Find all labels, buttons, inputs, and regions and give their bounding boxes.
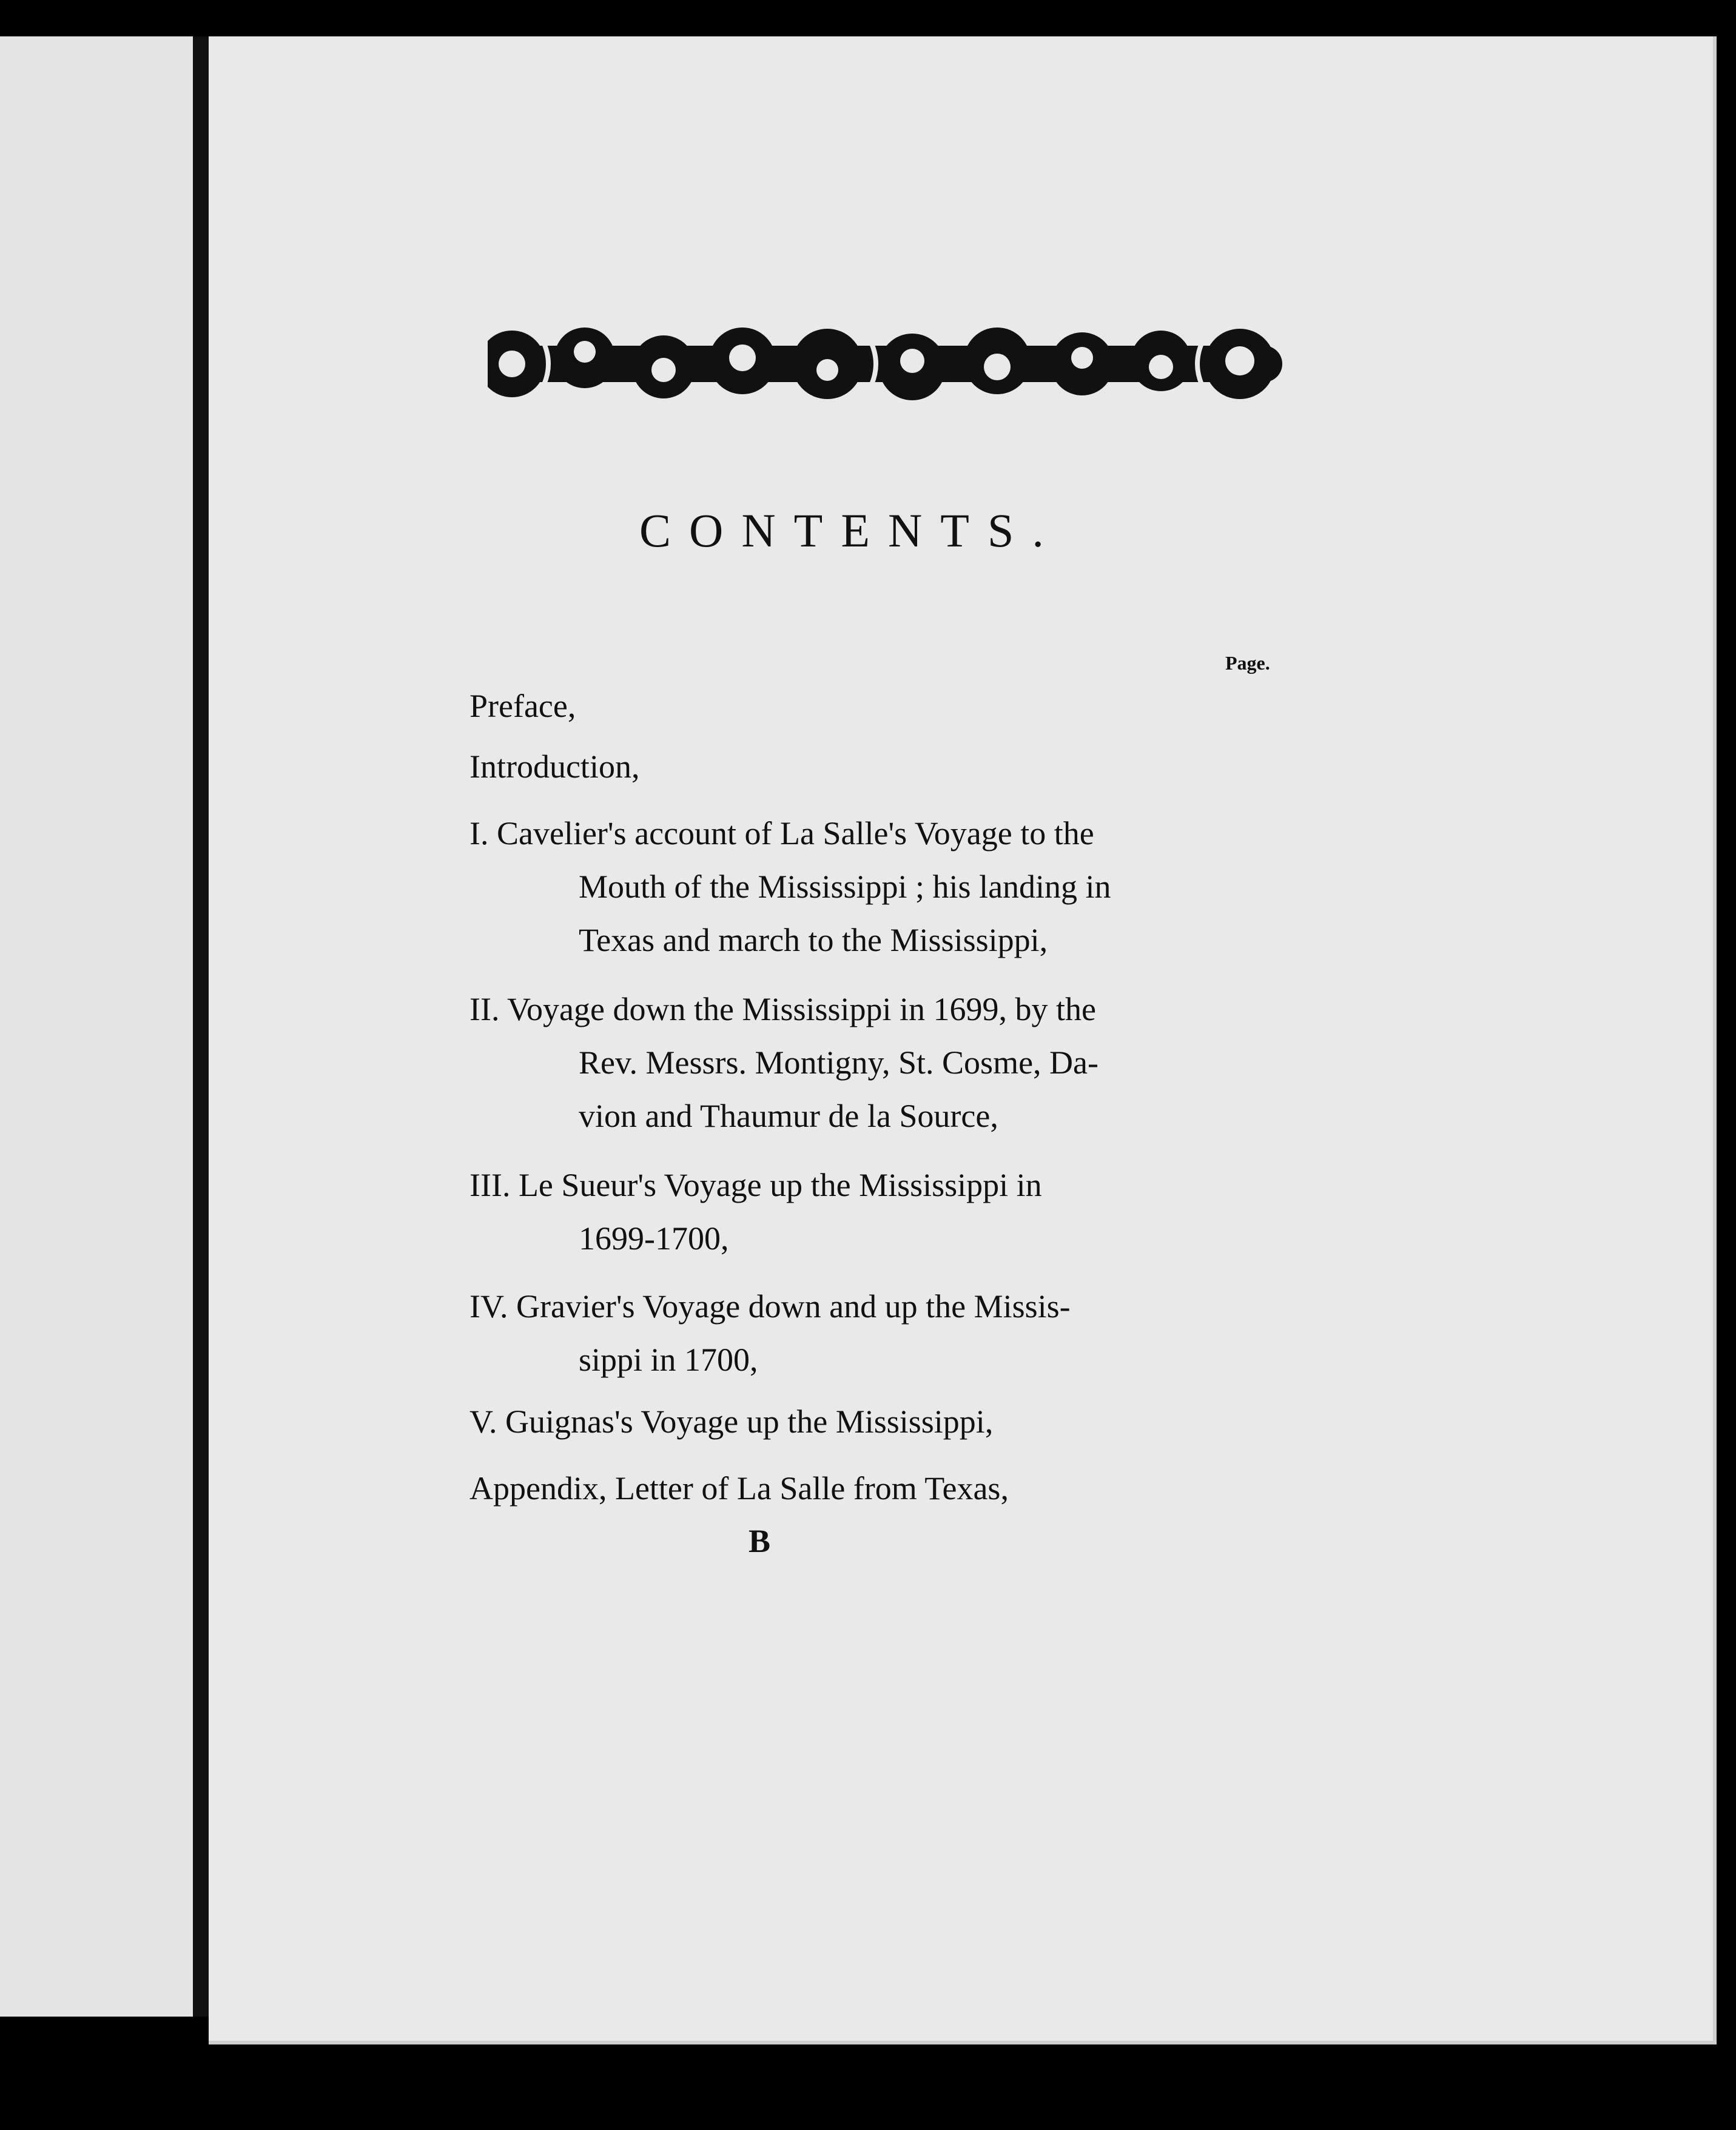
toc-entry — [469, 1158, 1495, 1265]
toc-entry-line: V. Guignas's Voyage up the Mississippi, — [469, 1403, 994, 1440]
toc-entry-line: Mouth of the Mississippi ; his landing in — [579, 868, 1111, 905]
floral-ornament-icon — [488, 303, 1282, 425]
toc-entry-line: Rev. Messrs. Montigny, St. Cosme, Da- — [579, 1044, 1098, 1081]
toc-entry-line: Texas and march to the Mississippi, — [579, 922, 1048, 958]
toc-entry-line: vion and Thaumur de la Source, — [579, 1098, 998, 1134]
page-title: CONTENTS. — [639, 504, 1062, 557]
toc-entry-line: Introduction, — [469, 748, 640, 785]
toc-entry — [469, 807, 1495, 967]
toc-entry-line: I. Cavelier's account of La Salle's Voyage to the — [469, 815, 1094, 852]
toc-entry — [469, 1462, 1495, 1515]
page-column-label: Page. — [1225, 652, 1270, 674]
book-page — [209, 36, 1717, 2044]
toc-entry — [469, 983, 1495, 1143]
toc-entry-line: sippi in 1700, — [579, 1342, 758, 1378]
toc-entry — [469, 679, 1495, 733]
toc-entry-line: Preface, — [469, 688, 576, 724]
toc-entry-line: Appendix, Letter of La Salle from Texas, — [469, 1470, 1009, 1507]
toc-entry-line: III. Le Sueur's Voyage up the Mississippi in — [469, 1167, 1042, 1203]
signature-mark: B — [749, 1523, 771, 1559]
facing-page — [0, 36, 200, 2017]
toc-entry — [469, 1395, 1495, 1448]
book-gutter — [193, 36, 209, 2017]
toc-entry-line: 1699-1700, — [579, 1220, 729, 1257]
toc-entry — [469, 1280, 1495, 1386]
toc-entry — [469, 740, 1495, 793]
toc-entry-line: II. Voyage down the Mississippi in 1699, by the — [469, 991, 1096, 1027]
toc-entry-line: IV. Gravier's Voyage down and up the Missis- — [469, 1288, 1071, 1325]
